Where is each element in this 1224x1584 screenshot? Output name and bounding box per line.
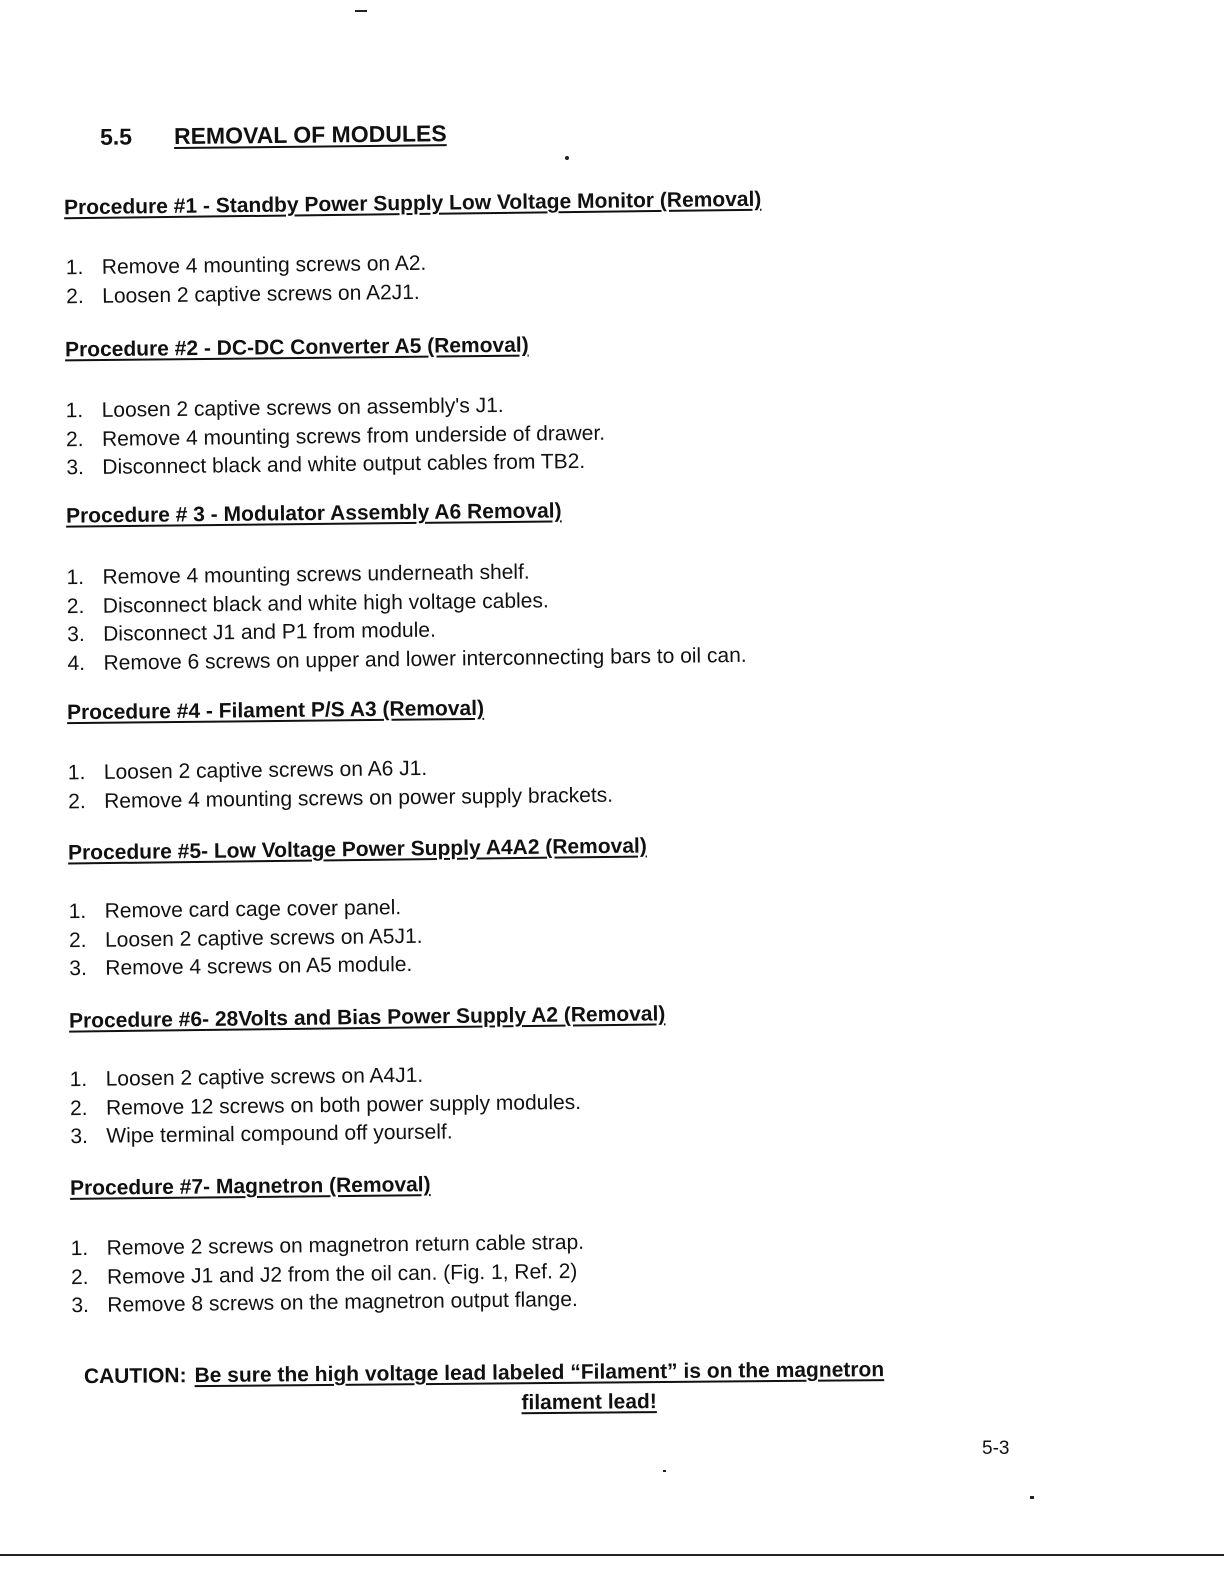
step-number: 2. bbox=[65, 427, 84, 451]
step-text: Remove 4 mounting screws underneath shelf. bbox=[102, 560, 530, 589]
bottom-rule bbox=[0, 1554, 1224, 1556]
step-item bbox=[66, 278, 427, 311]
section-heading bbox=[100, 120, 447, 151]
step-item bbox=[69, 951, 423, 984]
procedure-title: Procedure # 3 - Modulator Assembly A6 Removal) bbox=[65, 499, 562, 528]
step-text: Remove 6 screws on upper and lower interconnecting bars to oil can. bbox=[103, 643, 747, 675]
step-text: Wipe terminal compound off yourself. bbox=[106, 1120, 453, 1148]
step-text: Remove 2 screws on magnetron return cable strap. bbox=[106, 1230, 585, 1260]
step-number: 2. bbox=[69, 1096, 88, 1120]
step-text: Loosen 2 captive screws on A2J1. bbox=[102, 280, 420, 308]
procedure-steps bbox=[65, 391, 605, 483]
step-text: Remove 4 mounting screws on A2. bbox=[101, 251, 427, 279]
scan-mark bbox=[1030, 1496, 1034, 1499]
step-number: 2. bbox=[68, 928, 87, 952]
step-number: 1. bbox=[65, 255, 84, 280]
step-text: Remove card cage cover panel. bbox=[104, 896, 402, 923]
procedure-title: Procedure #1 - Standby Power Supply Low Voltage Monitor (Removal) bbox=[63, 187, 762, 220]
step-number: 1. bbox=[66, 565, 85, 590]
procedure-steps bbox=[66, 556, 747, 678]
procedure-title: Procedure #6- 28Volts and Bias Power Supply A2 (Removal) bbox=[68, 1002, 666, 1033]
step-text: Remove 4 screws on A5 module. bbox=[105, 952, 413, 980]
caution-message-line1: Be sure the high voltage lead labeled “Filament” is on the magnetron bbox=[194, 1358, 885, 1388]
step-text: Loosen 2 captive screws on A4J1. bbox=[105, 1063, 424, 1091]
step-text: Remove 4 mounting screws from underside of drawer. bbox=[101, 421, 606, 451]
caution-label: CAUTION: bbox=[83, 1364, 187, 1389]
step-text: Remove J1 and J2 from the oil can. (Fig. 1, Ref. 2) bbox=[106, 1259, 578, 1289]
step-number: 1. bbox=[70, 1236, 89, 1261]
procedure-steps bbox=[70, 1229, 584, 1321]
step-number: 2. bbox=[66, 284, 84, 308]
step-text: Disconnect black and white high voltage cables. bbox=[102, 588, 549, 618]
step-number: 3. bbox=[69, 956, 88, 981]
scan-mark bbox=[663, 1470, 666, 1472]
step-number: 1. bbox=[65, 399, 84, 423]
procedure-title: Procedure #5- Low Voltage Power Supply A4A2 (Removal) bbox=[67, 834, 647, 865]
step-item bbox=[68, 894, 422, 927]
step-number: 1. bbox=[69, 1067, 88, 1092]
scan-mark bbox=[355, 10, 367, 12]
step-item bbox=[70, 1117, 581, 1152]
section-title: REMOVAL OF MODULES bbox=[173, 120, 447, 150]
step-number: 4. bbox=[67, 651, 86, 675]
procedure-steps bbox=[66, 250, 427, 311]
caution-message-line2: filament lead! bbox=[521, 1390, 657, 1415]
step-text: Loosen 2 captive screws on A5J1. bbox=[104, 924, 423, 952]
step-item bbox=[68, 781, 613, 816]
step-text: Loosen 2 captive screws on A6 J1. bbox=[103, 756, 428, 784]
step-item bbox=[66, 250, 427, 283]
step-text: Remove 8 screws on the magnetron output flange. bbox=[107, 1287, 578, 1317]
step-text: Disconnect black and white output cables from TB2. bbox=[102, 449, 586, 479]
procedure-title: Procedure #2 - DC-DC Converter A5 (Removal) bbox=[64, 333, 529, 362]
step-number: 1. bbox=[67, 761, 86, 785]
section-number: 5.5 bbox=[99, 123, 133, 150]
caution-note bbox=[84, 1354, 1024, 1422]
step-number: 3. bbox=[66, 456, 85, 480]
procedure-steps bbox=[68, 894, 423, 984]
step-number: 3. bbox=[70, 1124, 89, 1149]
step-item bbox=[66, 448, 605, 483]
step-text: Disconnect J1 and P1 from module. bbox=[103, 618, 436, 646]
step-item bbox=[69, 922, 423, 955]
page-number: 5-3 bbox=[982, 1438, 1010, 1459]
scan-mark bbox=[565, 156, 569, 160]
step-number: 2. bbox=[70, 1265, 89, 1289]
step-number: 2. bbox=[66, 594, 85, 618]
procedure-steps bbox=[68, 753, 614, 817]
step-item bbox=[71, 1286, 585, 1321]
step-number: 2. bbox=[68, 789, 86, 813]
step-number: 3. bbox=[67, 622, 85, 647]
step-number: 3. bbox=[71, 1293, 90, 1318]
procedure-steps bbox=[69, 1060, 581, 1152]
procedure-title: Procedure #7- Magnetron (Removal) bbox=[69, 1173, 431, 1200]
step-text: Remove 12 screws on both power supply modules. bbox=[105, 1090, 582, 1120]
step-text: Loosen 2 captive screws on assembly's J1. bbox=[101, 393, 504, 422]
step-number: 1. bbox=[68, 899, 87, 924]
procedure-title: Procedure #4 - Filament P/S A3 (Removal) bbox=[66, 696, 485, 725]
step-text: Remove 4 mounting screws on power supply brackets. bbox=[104, 783, 614, 813]
